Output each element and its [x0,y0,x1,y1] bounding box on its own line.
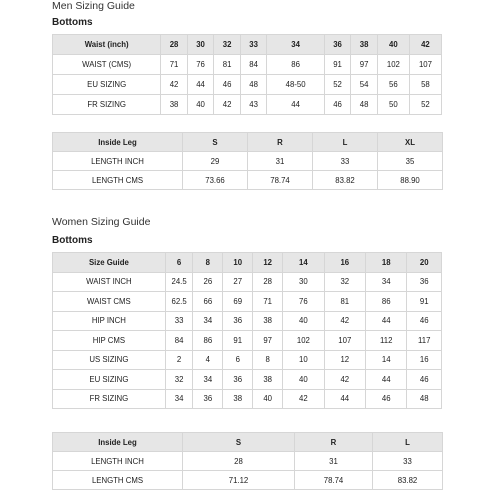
table-cell: 58 [409,75,441,95]
women-inside-leg-table [52,432,443,490]
table-cell: 44 [366,311,407,331]
table-cell: 40 [253,389,283,409]
table-cell: 42 [324,311,365,331]
row-label-cell: EU SIZING [53,75,161,95]
table-cell: 91 [223,331,253,351]
table-cell: 107 [324,331,365,351]
table-cell: 81 [324,292,365,312]
table-cell: 46 [407,311,442,331]
table-cell: 56 [377,75,409,95]
table-cell: 29 [183,152,248,171]
row-label-cell: LENGTH INCH [53,152,183,171]
table-cell: 33 [165,311,193,331]
table-cell: 97 [351,55,378,75]
table-cell: 81 [214,55,241,75]
table-cell: 50 [377,95,409,115]
table-cell: 38 [253,370,283,390]
table-cell: 34 [165,389,193,409]
table-cell: 48 [407,389,442,409]
header-cell: 38 [351,35,378,55]
table-cell: 86 [193,331,223,351]
table-cell: 66 [193,292,223,312]
header-cell: Inside Leg [53,433,183,452]
table-row [53,95,442,115]
table-row [53,452,443,471]
table-cell: 38 [161,95,188,115]
table-header-row [53,433,443,452]
row-label-cell: HIP CMS [53,331,166,351]
table-cell: 48 [351,95,378,115]
table-cell: 54 [351,75,378,95]
table-cell: 97 [253,331,283,351]
table-cell: 102 [283,331,324,351]
table-row [53,350,442,370]
header-cell: Waist (inch) [53,35,161,55]
table-cell: 46 [407,370,442,390]
table-row [53,292,442,312]
row-label-cell: WAIST INCH [53,272,166,292]
table-row [53,171,443,190]
table-cell: 69 [223,292,253,312]
table-cell: 2 [165,350,193,370]
table-cell: 28 [253,272,283,292]
table-cell: 12 [324,350,365,370]
table-cell: 46 [324,95,351,115]
women-bottoms-subtitle: Bottoms [52,235,93,246]
header-cell: 36 [324,35,351,55]
table-cell: 78.74 [248,171,313,190]
table-cell: 76 [187,55,214,75]
table-cell: 42 [161,75,188,95]
table-cell: 4 [193,350,223,370]
table-cell: 31 [295,452,373,471]
table-cell: 73.66 [183,171,248,190]
header-cell: 42 [409,35,441,55]
men-bottoms-subtitle: Bottoms [52,17,93,28]
header-cell: 33 [240,35,267,55]
table-cell: 40 [283,370,324,390]
table-cell: 33 [313,152,378,171]
table-cell: 34 [193,311,223,331]
women-size-table [52,252,442,409]
table-cell: 36 [223,311,253,331]
header-cell: 14 [283,253,324,273]
table-cell: 34 [193,370,223,390]
table-cell: 78.74 [295,471,373,490]
table-cell: 35 [378,152,443,171]
table-row [53,389,442,409]
header-cell: R [295,433,373,452]
row-label-cell: WAIST CMS [53,292,166,312]
header-cell: 18 [366,253,407,273]
table-cell: 32 [324,272,365,292]
table-cell: 6 [223,350,253,370]
table-header-row [53,133,443,152]
header-cell: L [313,133,378,152]
table-cell: 91 [324,55,351,75]
table-cell: 33 [373,452,443,471]
table-cell: 24.5 [165,272,193,292]
table-row [53,311,442,331]
table-row [53,471,443,490]
men-waist-table [52,34,442,115]
table-cell: 117 [407,331,442,351]
row-label-cell: FR SIZING [53,389,166,409]
table-cell: 71.12 [183,471,295,490]
table-cell: 88.90 [378,171,443,190]
header-cell: 20 [407,253,442,273]
table-header-row [53,253,442,273]
table-cell: 42 [214,95,241,115]
table-cell: 107 [409,55,441,75]
table-cell: 44 [324,389,365,409]
row-label-cell: HIP INCH [53,311,166,331]
row-label-cell: FR SIZING [53,95,161,115]
header-cell: R [248,133,313,152]
table-cell: 48-50 [267,75,324,95]
table-cell: 43 [240,95,267,115]
table-cell: 86 [267,55,324,75]
table-cell: 36 [407,272,442,292]
header-cell: 6 [165,253,193,273]
table-cell: 52 [324,75,351,95]
header-cell: 10 [223,253,253,273]
header-cell: 16 [324,253,365,273]
header-cell: 30 [187,35,214,55]
header-cell: 8 [193,253,223,273]
row-label-cell: LENGTH CMS [53,171,183,190]
table-cell: 62.5 [165,292,193,312]
table-cell: 44 [366,370,407,390]
header-cell: L [373,433,443,452]
table-cell: 44 [187,75,214,95]
header-cell: 12 [253,253,283,273]
header-cell: Size Guide [53,253,166,273]
table-row [53,272,442,292]
table-cell: 36 [223,370,253,390]
table-cell: 48 [240,75,267,95]
row-label-cell: EU SIZING [53,370,166,390]
table-cell: 44 [267,95,324,115]
header-cell: 34 [267,35,324,55]
table-cell: 38 [223,389,253,409]
header-cell: XL [378,133,443,152]
table-cell: 32 [165,370,193,390]
table-cell: 34 [366,272,407,292]
row-label-cell: US SIZING [53,350,166,370]
row-label-cell: WAIST (CMS) [53,55,161,75]
header-cell: Inside Leg [53,133,183,152]
table-cell: 46 [214,75,241,95]
table-cell: 42 [324,370,365,390]
header-cell: S [183,433,295,452]
table-cell: 40 [283,311,324,331]
table-row [53,370,442,390]
table-cell: 91 [407,292,442,312]
header-cell: S [183,133,248,152]
men-sizing-title: Men Sizing Guide [52,0,135,12]
table-cell: 16 [407,350,442,370]
table-row [53,331,442,351]
row-label-cell: LENGTH INCH [53,452,183,471]
table-cell: 10 [283,350,324,370]
table-row [53,75,442,95]
table-cell: 46 [366,389,407,409]
table-cell: 84 [165,331,193,351]
table-cell: 14 [366,350,407,370]
women-sizing-title: Women Sizing Guide [52,216,151,228]
table-cell: 83.82 [373,471,443,490]
table-cell: 52 [409,95,441,115]
table-cell: 27 [223,272,253,292]
table-cell: 71 [161,55,188,75]
table-cell: 36 [193,389,223,409]
men-inside-leg-table [52,132,443,190]
table-cell: 76 [283,292,324,312]
table-cell: 112 [366,331,407,351]
row-label-cell: LENGTH CMS [53,471,183,490]
table-cell: 38 [253,311,283,331]
table-cell: 31 [248,152,313,171]
header-cell: 40 [377,35,409,55]
table-cell: 102 [377,55,409,75]
table-cell: 71 [253,292,283,312]
header-cell: 32 [214,35,241,55]
table-cell: 42 [283,389,324,409]
table-cell: 86 [366,292,407,312]
table-row [53,55,442,75]
table-cell: 8 [253,350,283,370]
header-cell: 28 [161,35,188,55]
table-header-row [53,35,442,55]
table-cell: 83.82 [313,171,378,190]
table-cell: 28 [183,452,295,471]
table-cell: 26 [193,272,223,292]
table-cell: 40 [187,95,214,115]
table-row [53,152,443,171]
table-cell: 30 [283,272,324,292]
table-cell: 84 [240,55,267,75]
